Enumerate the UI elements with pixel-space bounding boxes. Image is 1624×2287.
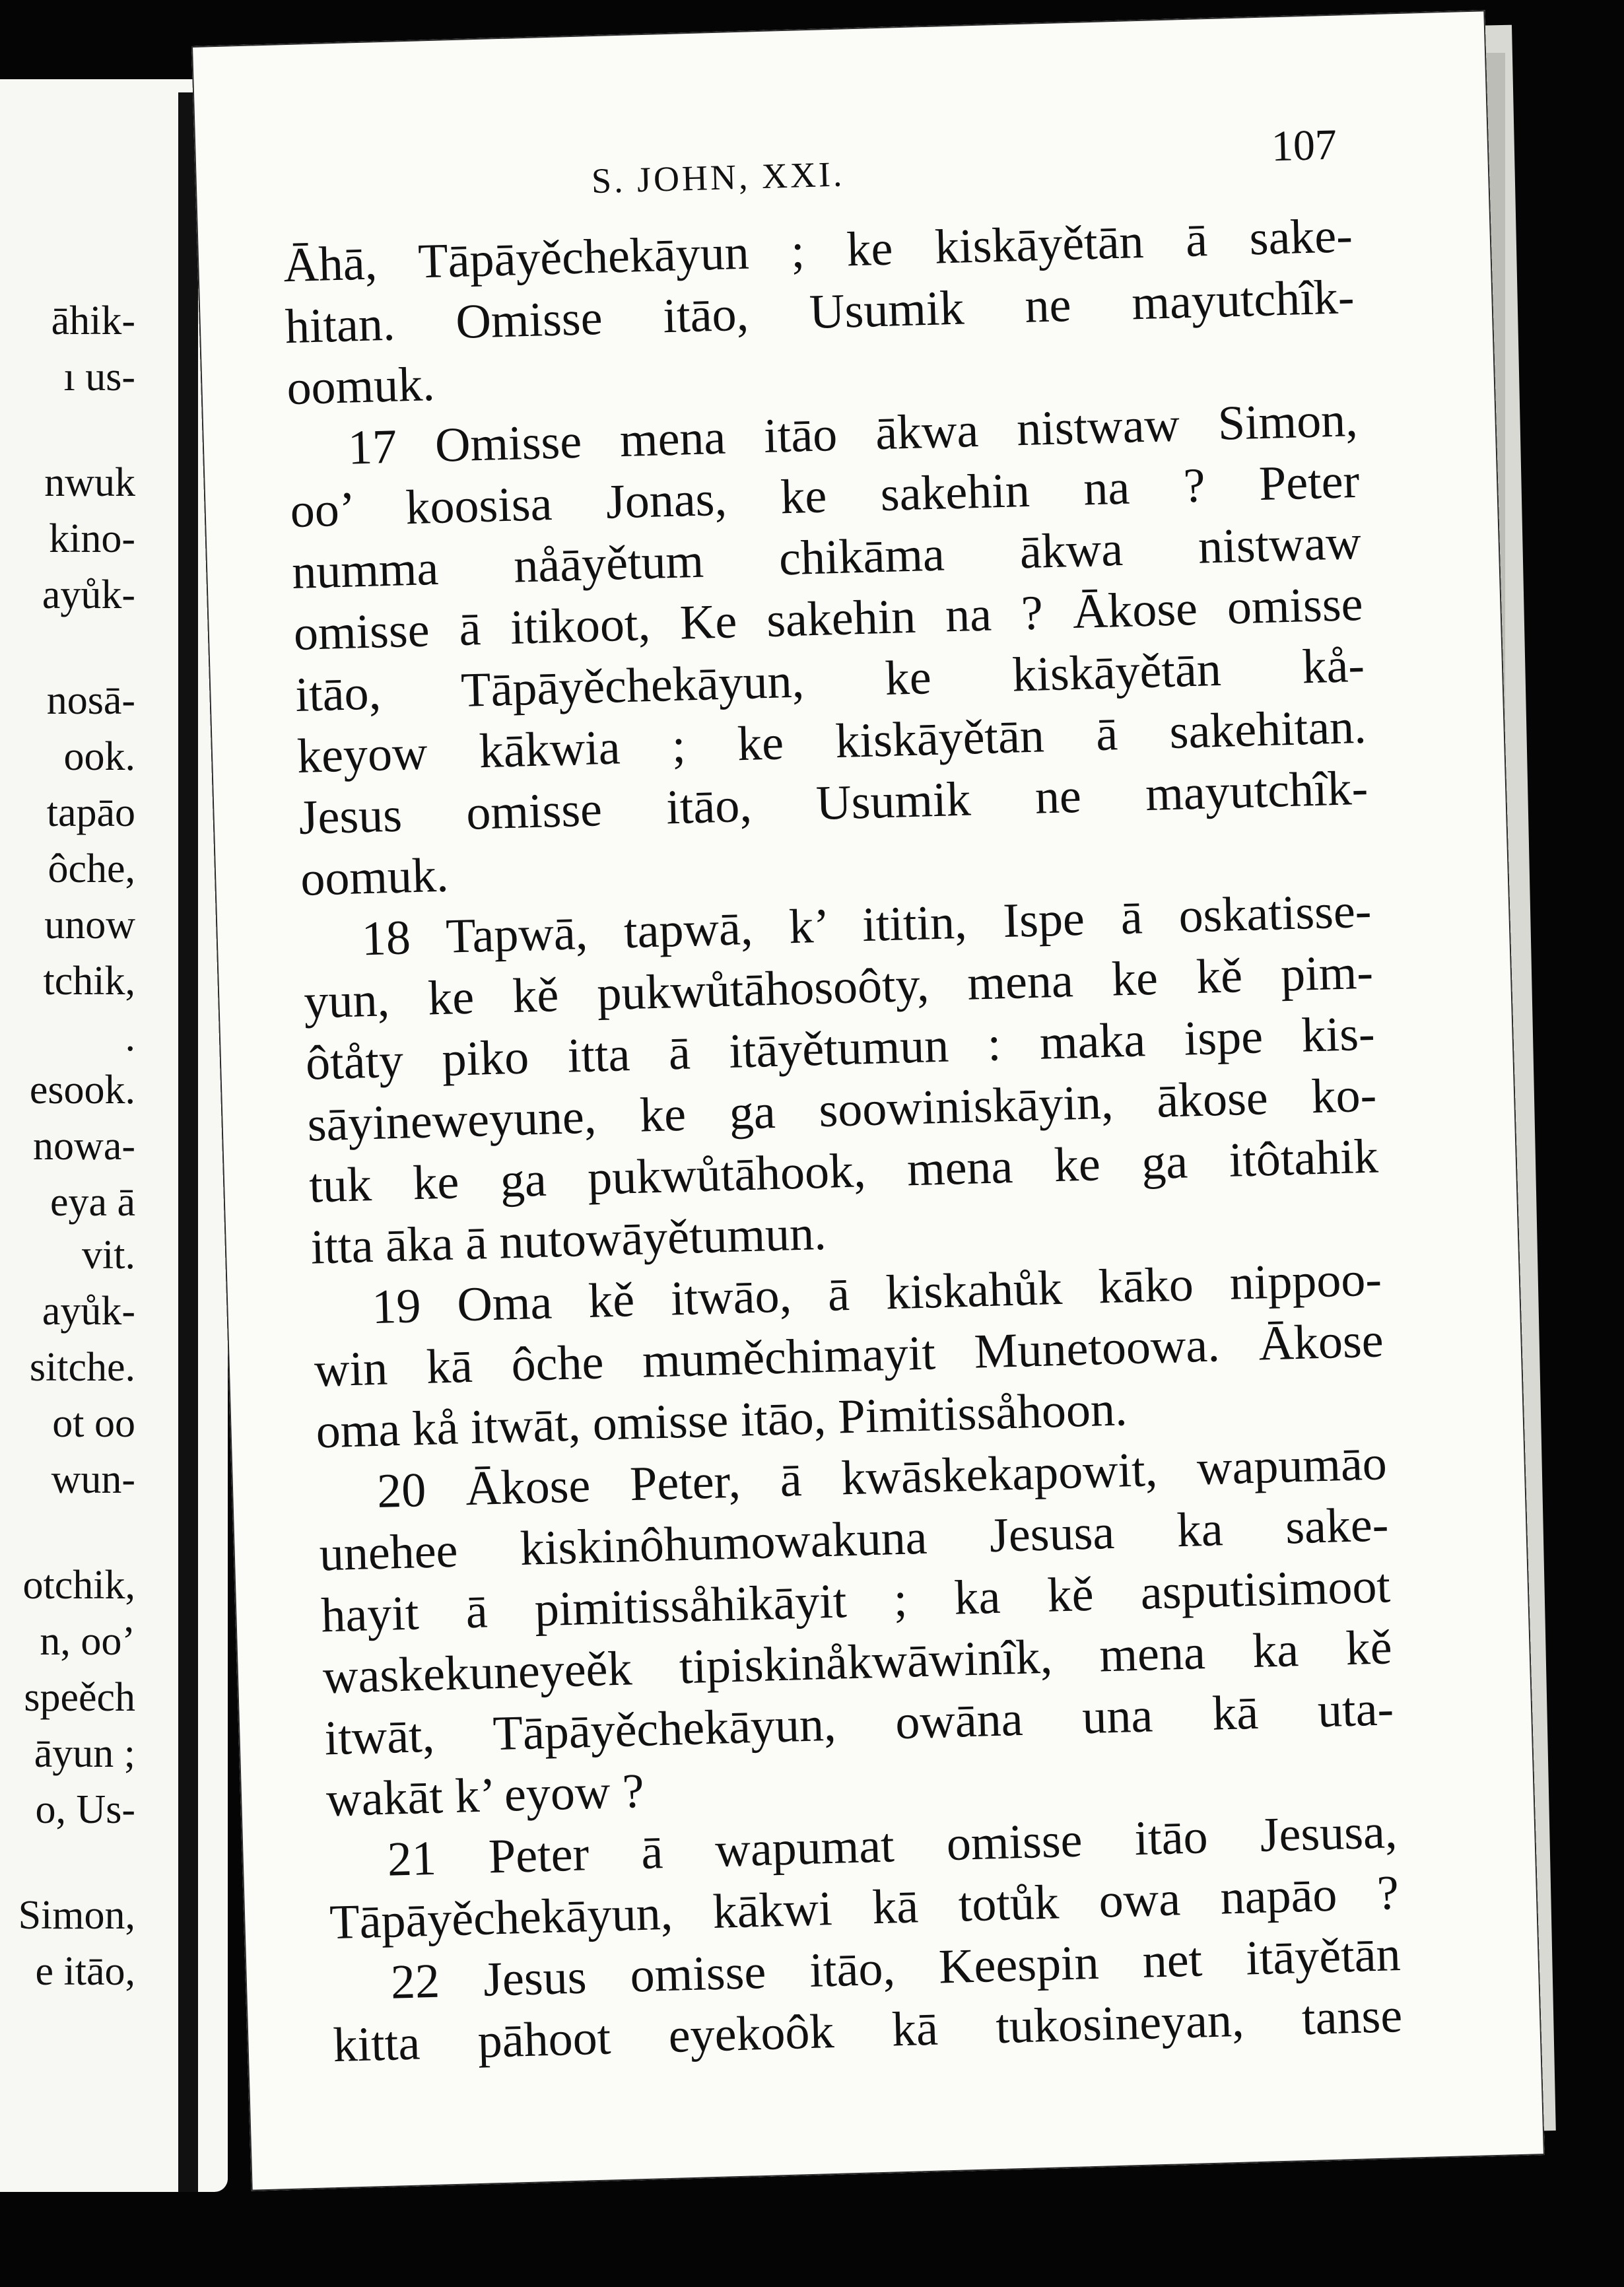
left-page-line: ayůk- [42, 572, 135, 617]
text-line: hayit ā pimitissåhikāyit ; ka kě asputisimoot [320, 1559, 1391, 1643]
left-page-line: e itāo, [35, 1949, 135, 1994]
left-page-line: unow [44, 903, 135, 947]
left-page-line: āhik- [51, 298, 135, 343]
text-line: ôtåty piko itta ā itāyětumun : maka ispe kis- [304, 1006, 1376, 1091]
left-page-line: tapāo [46, 790, 135, 835]
left-page-line: wun- [51, 1457, 135, 1502]
left-page-line: ook. [63, 734, 135, 779]
text-line: oo’ koosisa Jonas, ke sakehin na ? Peter [289, 454, 1361, 539]
body-text [283, 205, 1403, 2076]
text-line: tuk ke ga pukwůtāhook, mena ke ga itôtahik [308, 1129, 1379, 1213]
text-line: keyow kākwia ; ke kiskāyětān ā sakehitan. [296, 699, 1367, 784]
left-page-line: speěch [24, 1675, 135, 1720]
text-line: omisse ā itikoot, Ke sakehin na ? Ākose omisse [292, 576, 1364, 662]
text-line: 17 Omisse mena itāo ākwa nistwaw Simon, [347, 392, 1359, 475]
text-line: Āhā, Tāpāyěchekāyun ; ke kiskāyětān ā sake- [283, 209, 1353, 293]
text-line: wakāt k’ eyow ? [325, 1763, 645, 1827]
text-line: waskekuneyeěk tipiskinåkwāwinîk, mena ka kě [321, 1620, 1393, 1705]
left-page-line: otchik, [22, 1563, 135, 1608]
text-line: 22 Jesus omisse itāo, Keespin net itāyětān [389, 1927, 1402, 2010]
text-line: numma nåāyětum chikāma ākwa nistwaw [291, 515, 1362, 600]
left-page-line: ayůk- [42, 1289, 135, 1334]
text-line: itta āka ā nutowāyětumun. [310, 1206, 827, 1275]
left-page-line: . [125, 1015, 135, 1060]
text-line: 20 Ākose Peter, ā kwāskekapowit, wapumāo [376, 1436, 1388, 1519]
left-page-line: ot oo [52, 1401, 135, 1446]
text-line: itwāt, Tāpāyěchekāyun, owāna una kā uta- [323, 1682, 1395, 1766]
left-page-line: ôche, [48, 846, 135, 891]
text-line: 18 Tapwā, tapwā, k’ ititin, Ispe ā oskatisse- [360, 883, 1372, 967]
left-page-line: vit. [82, 1233, 135, 1278]
left-page-line: esook. [29, 1068, 135, 1112]
text-line: hitan. Omisse itāo, Usumik ne mayutchîk- [284, 269, 1355, 355]
left-page-line: eya ā [50, 1180, 135, 1225]
text-line: yun, ke kě pukwůtāhosoôty, mena ke kě pim- [303, 945, 1374, 1029]
text-line: oma kå itwāt, omisse itāo, Pimitissåhoon. [315, 1382, 1128, 1459]
text-line: itāo, Tāpāyěchekāyun, ke kiskāyětān kå- [294, 638, 1366, 722]
text-line: oomuk. [286, 357, 436, 416]
text-line: sāyineweyune, ke ga soowiniskāyin, ākose ko- [306, 1068, 1378, 1152]
text-line: oomuk. [300, 848, 450, 906]
left-page-line: Simon, [18, 1893, 135, 1938]
left-page-line: nosā- [46, 678, 135, 723]
page-right [191, 10, 1545, 2191]
book-gutter [178, 92, 198, 2192]
text-line: 21 Peter ā wapumat omisse itāo Jesusa, [386, 1804, 1398, 1887]
left-page-line: n, oo’ [40, 1619, 135, 1664]
left-page-line: sitche. [29, 1345, 135, 1390]
left-page-line: tchik, [43, 959, 135, 1004]
text-block [280, 119, 1403, 2076]
page-number: 107 [1270, 120, 1337, 171]
text-line: win kā ôche muměchimayit Munetoowa. Ākose [313, 1313, 1384, 1398]
left-page-line: o, Us- [35, 1787, 135, 1832]
running-head: S. JOHN, XXI. [591, 154, 846, 201]
text-line: kitta pāhoot eyekoôk kā tukosineyan, tanse [332, 1988, 1404, 2073]
left-page-line: nowa- [33, 1124, 135, 1169]
left-page-line: nwuk [44, 460, 135, 505]
left-page-line: āyun ; [34, 1731, 135, 1776]
text-line: 19 Oma kě itwāo, ā kiskahůk kāko nippoo- [371, 1252, 1382, 1335]
left-page-line: ı us- [63, 355, 135, 399]
left-page-line: kino- [49, 516, 135, 561]
text-line: unehee kiskinôhumowakuna Jesusa ka sake- [318, 1497, 1390, 1582]
text-line: Jesus omisse itāo, Usumik ne mayutchîk- [298, 761, 1369, 845]
text-line: Tāpāyěchekāyun, kākwi kā totůk owa napāo ? [329, 1866, 1400, 1950]
